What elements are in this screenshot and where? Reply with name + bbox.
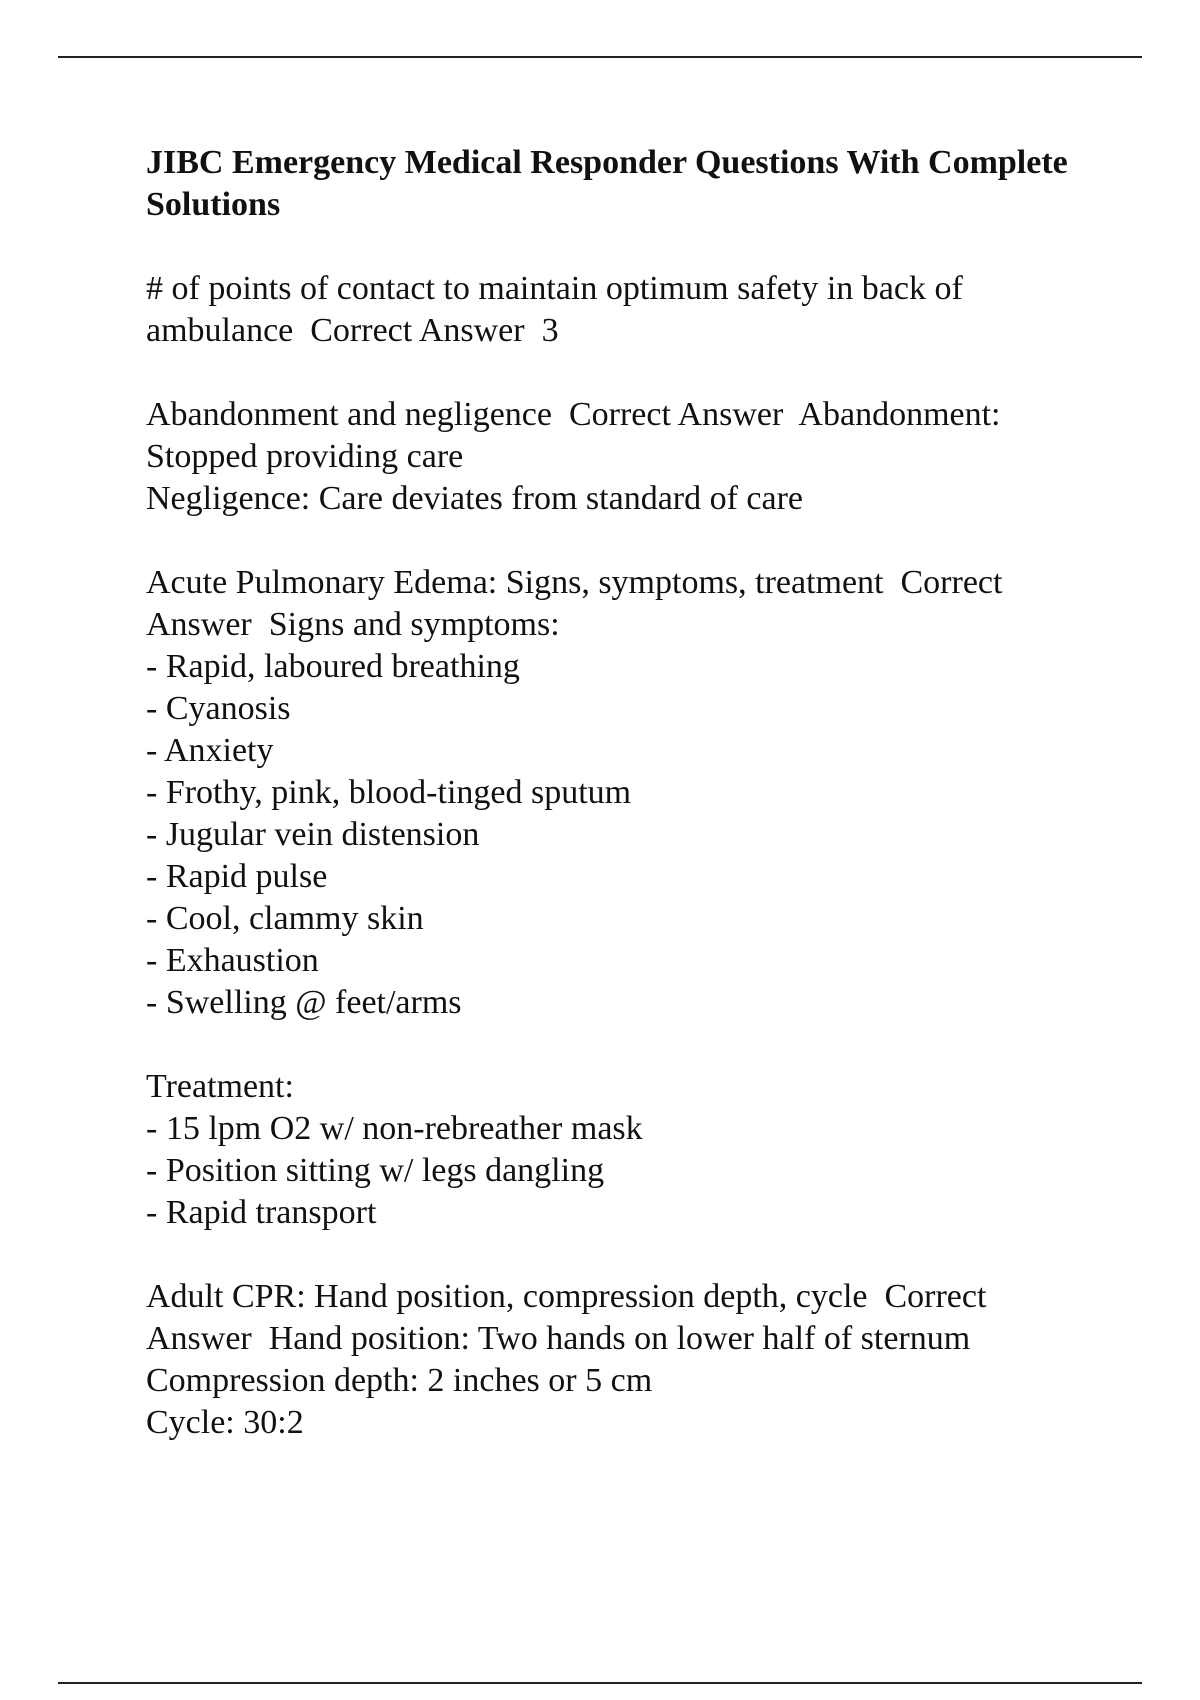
qa-entry-abandonment-negligence: [146, 394, 1086, 520]
entry-line: Stopped providing care: [146, 438, 464, 475]
list-item: - Rapid transport: [146, 1194, 377, 1231]
document-title: JIBC Emergency Medical Responder Questions With Complete Solutions: [146, 144, 1068, 223]
list-item: - Cool, clammy skin: [146, 900, 424, 937]
entry-line: ambulance Correct Answer 3: [146, 312, 559, 349]
list-item: - Frothy, pink, blood-tinged sputum: [146, 774, 632, 811]
footer-rule: [58, 1682, 1142, 1684]
list-item: - Cyanosis: [146, 690, 291, 727]
list-item: - Anxiety: [146, 732, 274, 769]
entry-line: Acute Pulmonary Edema: Signs, symptoms, treatment Correct: [146, 564, 1003, 601]
entry-line: Cycle: 30:2: [146, 1404, 304, 1441]
document-body: [146, 142, 1086, 1486]
list-item: - Rapid, laboured breathing: [146, 648, 520, 685]
entry-line: Adult CPR: Hand position, compression depth, cycle Correct: [146, 1278, 987, 1315]
list-item: - Position sitting w/ legs dangling: [146, 1152, 605, 1189]
list-item: - Swelling @ feet/arms: [146, 984, 462, 1021]
qa-entry-edema-treatment: [146, 1066, 1086, 1234]
entry-line: Abandonment and negligence Correct Answer Abandonment:: [146, 396, 1001, 433]
qa-entry-pulmonary-edema: [146, 562, 1086, 1024]
entry-line: Negligence: Care deviates from standard of care: [146, 480, 804, 517]
qa-entry-contact-points: [146, 268, 1086, 352]
list-item: - Exhaustion: [146, 942, 319, 979]
qa-entry-adult-cpr: [146, 1276, 1086, 1444]
list-item: - Rapid pulse: [146, 858, 328, 895]
entry-line: Compression depth: 2 inches or 5 cm: [146, 1362, 653, 1399]
entry-line: Answer Hand position: Two hands on lower half of sternum: [146, 1320, 971, 1357]
entry-line: Answer Signs and symptoms:: [146, 606, 560, 643]
list-item: - 15 lpm O2 w/ non-rebreather mask: [146, 1110, 643, 1147]
entry-line: Treatment:: [146, 1068, 294, 1105]
list-item: - Jugular vein distension: [146, 816, 480, 853]
header-rule: [58, 56, 1142, 58]
entry-line: # of points of contact to maintain optimum safety in back of: [146, 270, 963, 307]
